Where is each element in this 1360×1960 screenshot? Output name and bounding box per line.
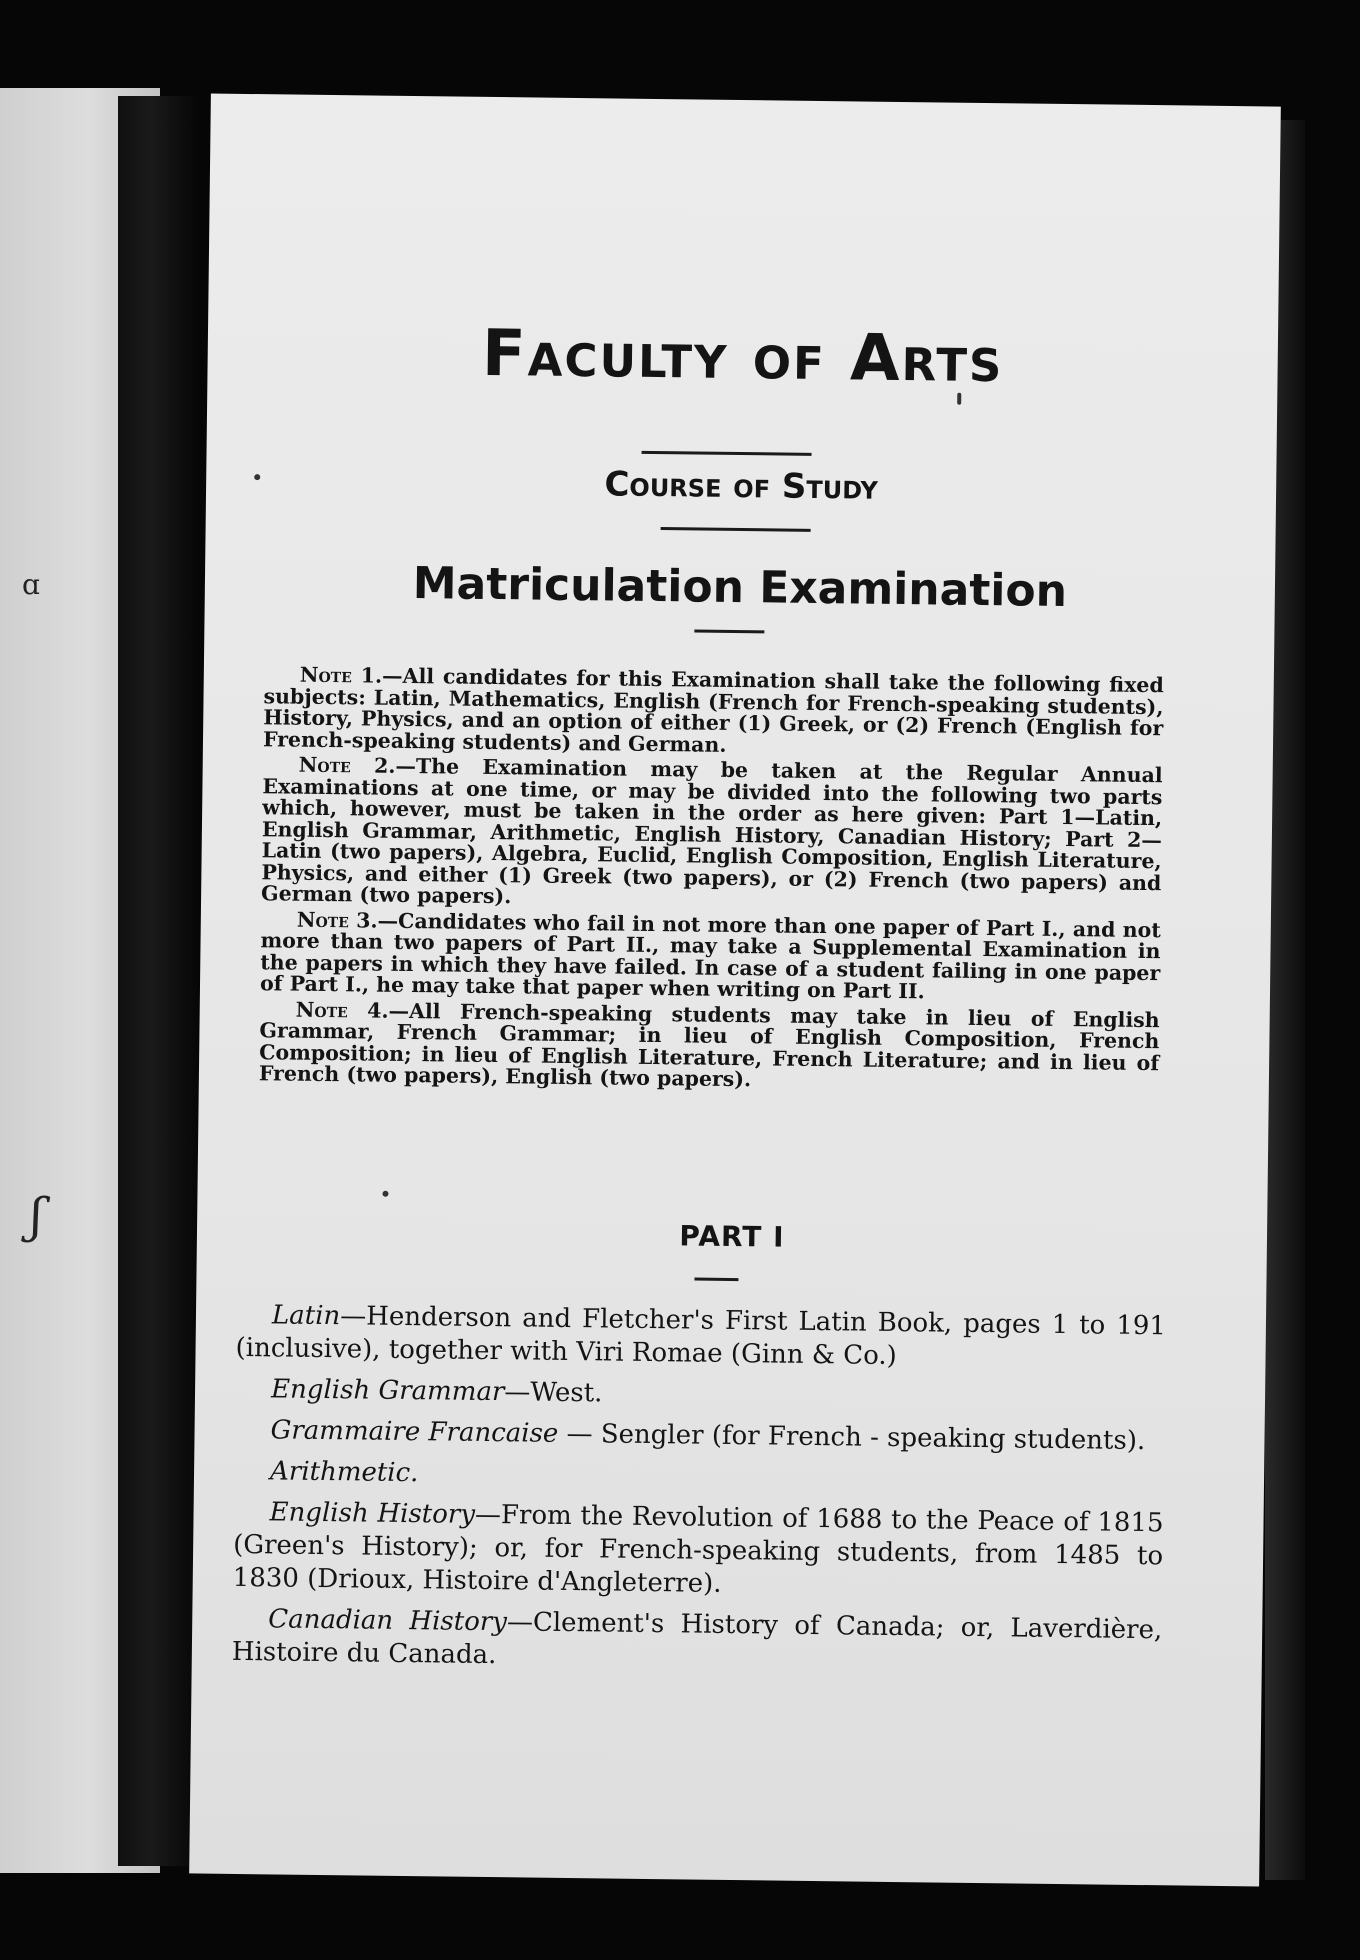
note-text: —The Examination may be taken at the Regular Annual Examinations at one time, or may be divided into the following two parts which, however, must be taken in the order as here given: Part 1—Latin, English Grammar, Arithmetic, English History, Canadian History; Part 2—Latin (two papers), Algebra, Euclid, English Composition, English Literature, Physics, and either (1) Greek (two papers), or (2) French (two papers) and German (two papers). — [261, 753, 1163, 909]
part-divider — [694, 1278, 738, 1282]
faculty-title: Faculty of Arts — [481, 316, 1004, 398]
subject-text: —Clement's History of Canada; or, Laverdière, Histoire du Canada. — [231, 1607, 1163, 1671]
course-title: Course of Study — [604, 464, 879, 508]
subject-name: Latin — [271, 1300, 341, 1332]
subject-entry — [234, 1455, 1164, 1499]
subject-name: Canadian History — [268, 1604, 508, 1638]
subject-entry — [234, 1414, 1164, 1458]
note-paragraph — [260, 909, 1161, 1006]
note-label: Note 1. — [299, 662, 383, 688]
subject-name: Arithmetic. — [269, 1456, 419, 1489]
ink-speck — [382, 1191, 388, 1197]
subject-text: —West. — [504, 1377, 603, 1409]
book-gutter — [118, 96, 202, 1866]
note-text: —Candidates who fail in not more than one paper of Part I., and not more than two papers of Part II., may take a Supplemental Examination in the papers in which they have failed. In case of a student failing in one paper of Part I., he may take that paper when writing on Part II. — [259, 908, 1161, 1004]
subject-entry — [232, 1603, 1163, 1680]
part-heading: PART I — [679, 1219, 785, 1254]
margin-mark: ɑ — [22, 568, 40, 601]
title-divider — [642, 451, 812, 456]
notes-section — [259, 664, 1164, 1099]
book-page — [189, 94, 1281, 1887]
subject-text: —From the Revolution of 1688 to the Peace of 1815 (Green's History); or, for French-speaking students, from 1485 to 1830 (Drioux, Histoire d'Angleterre). — [232, 1499, 1164, 1599]
margin-mark: ʃ — [30, 1188, 44, 1244]
subjects-list — [232, 1299, 1167, 1688]
note-label: Note 4. — [295, 997, 389, 1023]
subject-text: —Henderson and Fletcher's First Latin Book, pages 1 to 191 (inclusive), together with Viri Romae (Ginn & Co.) — [235, 1301, 1167, 1372]
note-text: —All candidates for this Examination shall take the following fixed subjects: Latin, Mathematics, English (French for French-speaking students), History, Physics, and an option of either (1) Greek, or (2) French (English for French-speaking students) and German. — [262, 663, 1164, 757]
subject-name: English History — [269, 1497, 476, 1530]
note-paragraph — [261, 754, 1163, 915]
course-divider — [661, 527, 811, 532]
subject-entry — [235, 1373, 1165, 1417]
exam-divider — [694, 629, 764, 633]
subject-name: Grammaire Francaise — [270, 1415, 559, 1449]
note-paragraph — [259, 999, 1160, 1096]
subject-name: English Grammar — [270, 1374, 505, 1408]
subject-entry — [233, 1496, 1164, 1606]
note-label: Note 3. — [296, 907, 378, 933]
note-paragraph — [263, 664, 1164, 761]
subject-entry — [235, 1299, 1166, 1376]
subject-text: — Sengler (for French - speaking students). — [558, 1418, 1146, 1457]
exam-title: Matriculation Examination — [412, 558, 1068, 618]
note-label: Note 2. — [298, 752, 396, 778]
note-text: —All French-speaking students may take in lieu of English Grammar, French Grammar; in lieu of English Composition, French Composition; in lieu of English Literature, French Literature; and in lieu of French (two papers), English (two papers). — [258, 998, 1160, 1092]
